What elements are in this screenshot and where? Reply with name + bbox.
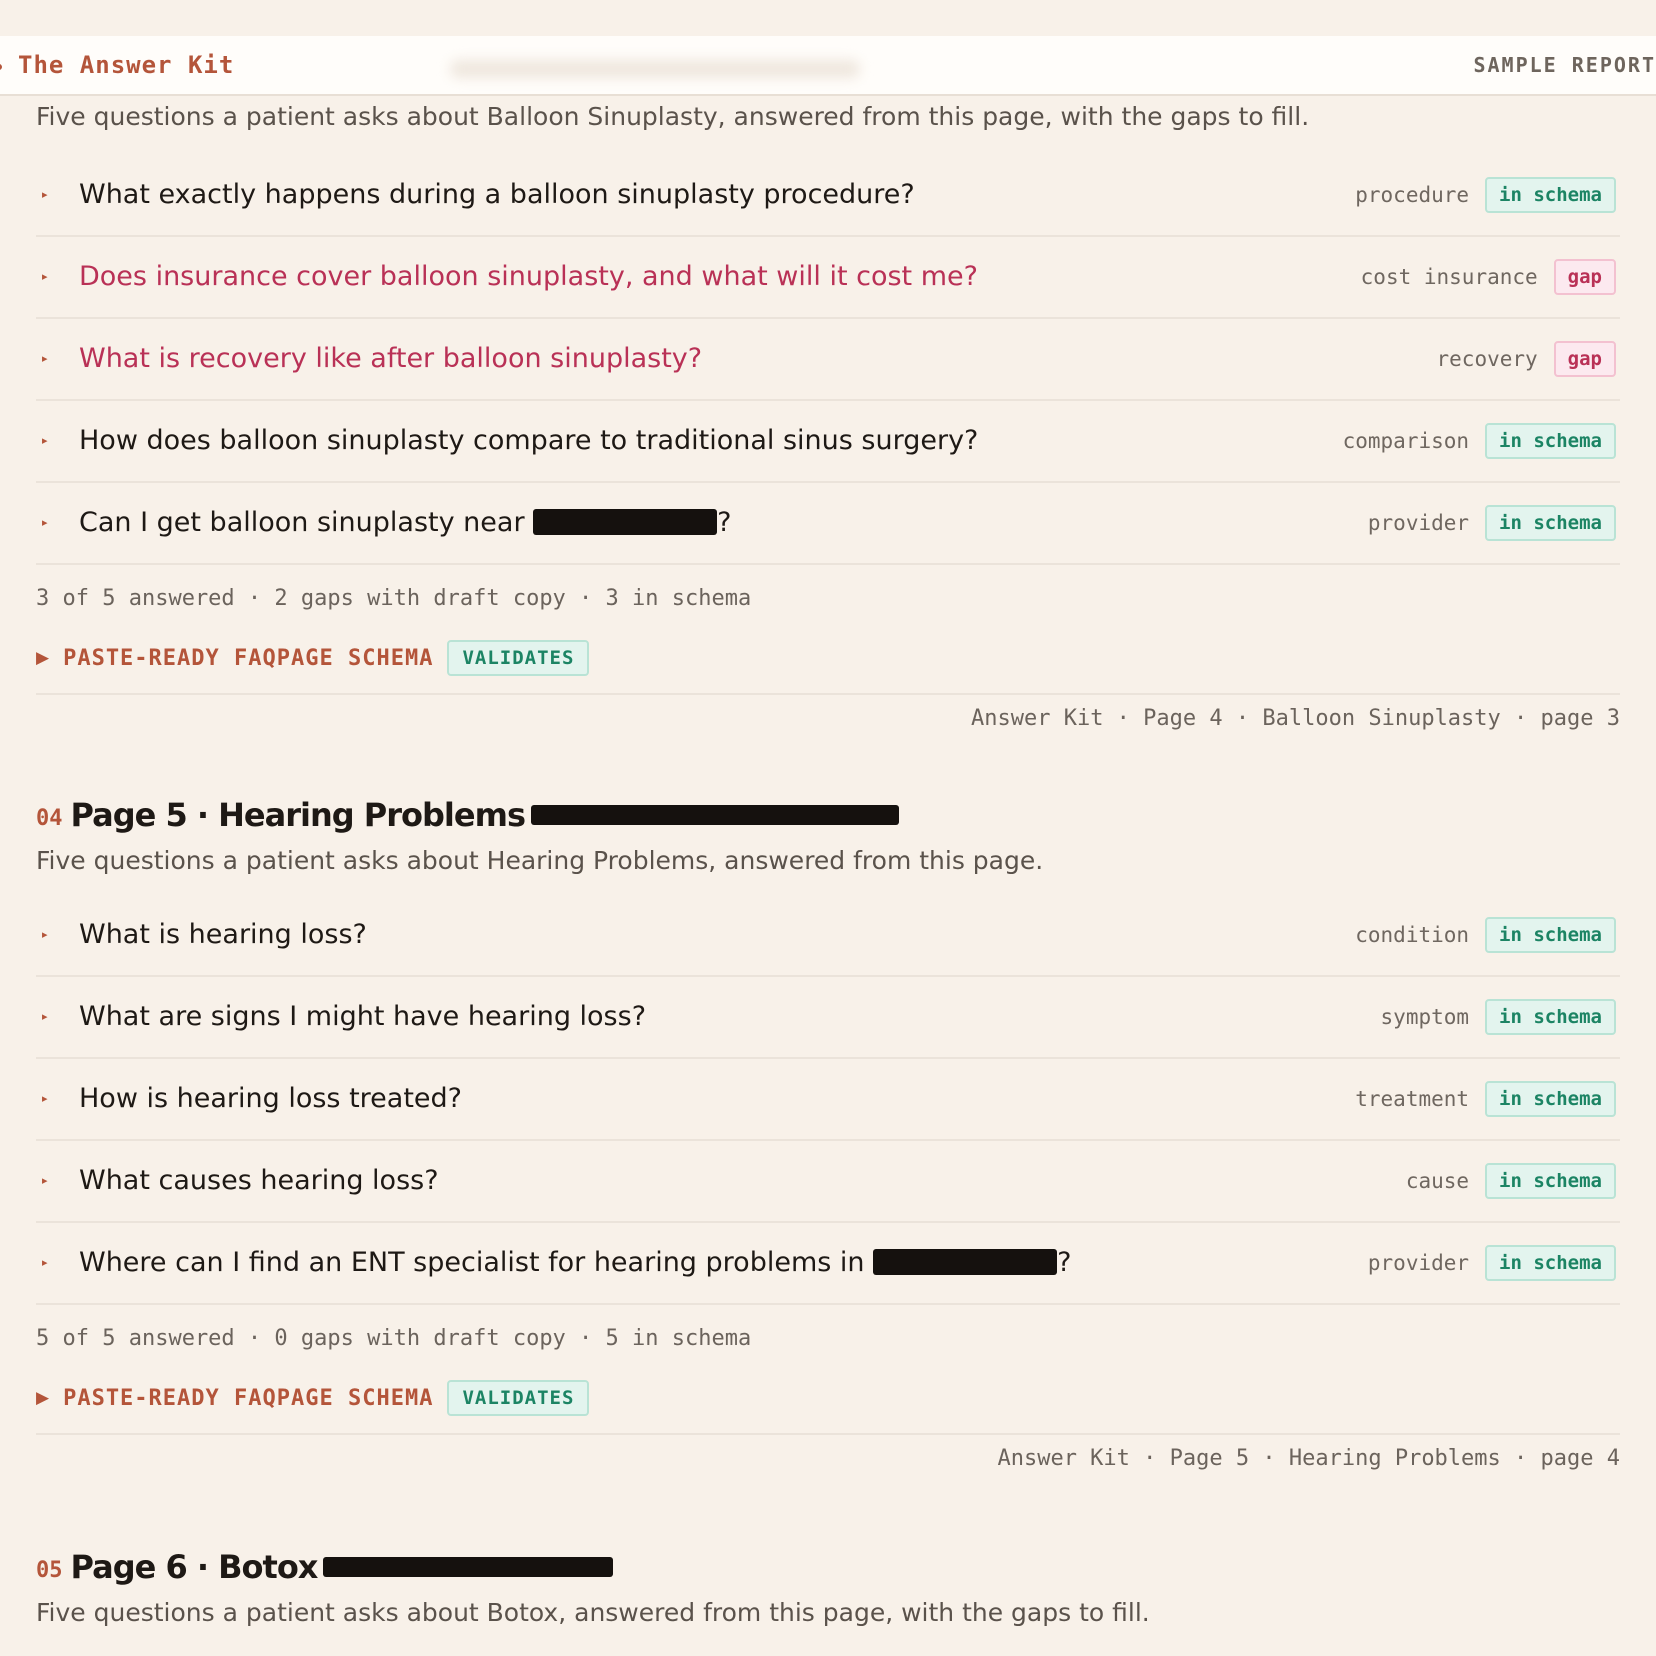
expand-triangle-icon[interactable]: ▸: [42, 434, 48, 447]
status-badge: in schema: [1485, 505, 1616, 541]
faq-category: symptom: [1380, 1005, 1470, 1029]
redacted-location: [533, 509, 717, 535]
faq-question: What are signs I might have hearing loss?: [79, 1001, 647, 1032]
faq-question-end: ?: [717, 507, 732, 538]
faq-question: How does balloon sinuplasty compare to traditional sinus surgery?: [79, 425, 979, 456]
section-heading: [36, 785, 1620, 845]
schema-toggle-label[interactable]: PASTE-READY FAQPAGE SCHEMA: [63, 1385, 434, 1411]
sample-report-label: SAMPLE REPORT: [1473, 53, 1656, 77]
expand-triangle-icon[interactable]: ▸: [42, 1010, 48, 1023]
faq-row[interactable]: [36, 401, 1620, 483]
status-badge: in schema: [1485, 1245, 1616, 1281]
status-badge: gap: [1554, 341, 1616, 377]
faq-row[interactable]: [36, 237, 1620, 319]
faq-row[interactable]: [36, 319, 1620, 401]
section-intro: Five questions a patient asks about Botox, answered from this page, with the gaps to fill.: [36, 1598, 1150, 1627]
faq-row[interactable]: [36, 895, 1620, 977]
faq-question: How is hearing loss treated?: [79, 1083, 462, 1114]
faq-category: provider: [1367, 1251, 1470, 1275]
section-number: 04: [36, 805, 63, 831]
redacted-location: [873, 1249, 1057, 1275]
faq-category: procedure: [1355, 183, 1470, 207]
expand-triangle-icon[interactable]: ▸: [42, 1092, 48, 1105]
faq-category: comparison: [1342, 429, 1470, 453]
expand-triangle-icon[interactable]: ▸: [42, 1256, 48, 1269]
redacted-title-url: [323, 1557, 613, 1577]
faq-category: cost insurance: [1360, 265, 1538, 289]
blurred-region: [450, 60, 860, 78]
status-badge: in schema: [1485, 177, 1616, 213]
status-badge: in schema: [1485, 1081, 1616, 1117]
faq-question: Does insurance cover balloon sinuplasty, and what will it cost me?: [79, 261, 978, 292]
faq-question: What exactly happens during a balloon sinuplasty procedure?: [79, 179, 915, 210]
faq-question: [79, 483, 731, 563]
status-badge: in schema: [1485, 1163, 1616, 1199]
validates-badge: VALIDATES: [447, 640, 589, 676]
expand-triangle-icon[interactable]: ▸: [42, 352, 48, 365]
section-title: Page 5 · Hearing Problems: [70, 796, 525, 834]
faq-category: treatment: [1355, 1087, 1470, 1111]
faq-category: provider: [1367, 511, 1470, 535]
status-badge: gap: [1554, 259, 1616, 295]
play-triangle-icon[interactable]: ▶: [36, 648, 50, 668]
brand-title[interactable]: The Answer Kit: [18, 51, 235, 79]
faq-question-text: Can I get balloon sinuplasty near: [79, 507, 534, 538]
faq-category: cause: [1405, 1169, 1470, 1193]
status-badge: in schema: [1485, 999, 1616, 1035]
faq-question: What causes hearing loss?: [79, 1165, 439, 1196]
section-title: Page 6 · Botox: [70, 1548, 318, 1586]
faq-question-end: ?: [1057, 1247, 1072, 1278]
faq-row[interactable]: [36, 977, 1620, 1059]
faq-category: condition: [1355, 923, 1470, 947]
schema-toggle[interactable]: [36, 1373, 1620, 1423]
section-intro: Five questions a patient asks about Hearing Problems, answered from this page.: [36, 846, 1044, 875]
faq-row[interactable]: [36, 1059, 1620, 1141]
faq-question: What is recovery like after balloon sinuplasty?: [79, 343, 703, 374]
status-badge: in schema: [1485, 917, 1616, 953]
expand-triangle-icon[interactable]: ▸: [42, 188, 48, 201]
faq-question: [79, 1223, 1071, 1303]
expand-triangle-icon[interactable]: ▸: [42, 928, 48, 941]
faq-question-text: Where can I find an ENT specialist for hearing problems in: [79, 1247, 874, 1278]
section-intro: Five questions a patient asks about Balloon Sinuplasty, answered from this page, with the gaps to fill.: [36, 102, 1310, 131]
faq-category: recovery: [1436, 347, 1538, 371]
page-footer: Answer Kit · Page 5 · Hearing Problems · page 4: [997, 1446, 1620, 1471]
expand-triangle-icon[interactable]: ▸: [42, 1174, 48, 1187]
expand-triangle-icon[interactable]: ▸: [42, 270, 48, 283]
faq-row[interactable]: [36, 1223, 1620, 1305]
section-summary: 3 of 5 answered · 2 gaps with draft copy · 3 in schema: [36, 586, 752, 611]
section-number: 05: [36, 1557, 63, 1583]
faq-row[interactable]: [36, 483, 1620, 565]
faq-row[interactable]: [36, 1141, 1620, 1223]
brand-dot-icon: [0, 64, 2, 70]
section-balloon-sinuplasty: [36, 97, 1620, 743]
top-bar: [0, 36, 1656, 96]
schema-toggle[interactable]: [36, 633, 1620, 683]
status-badge: in schema: [1485, 423, 1616, 459]
page-footer: Answer Kit · Page 4 · Balloon Sinuplasty · page 3: [970, 706, 1620, 731]
faq-question: What is hearing loss?: [79, 919, 367, 950]
section-botox: [36, 1537, 1620, 1633]
section-hearing-problems: [36, 785, 1620, 1483]
section-summary: 5 of 5 answered · 0 gaps with draft copy · 5 in schema: [36, 1326, 752, 1351]
validates-badge: VALIDATES: [447, 1380, 589, 1416]
expand-triangle-icon[interactable]: ▸: [42, 516, 48, 529]
faq-row[interactable]: [36, 155, 1620, 237]
redacted-title-url: [531, 805, 899, 825]
play-triangle-icon[interactable]: ▶: [36, 1388, 50, 1408]
section-heading: [36, 1537, 1620, 1597]
schema-toggle-label[interactable]: PASTE-READY FAQPAGE SCHEMA: [63, 645, 434, 671]
